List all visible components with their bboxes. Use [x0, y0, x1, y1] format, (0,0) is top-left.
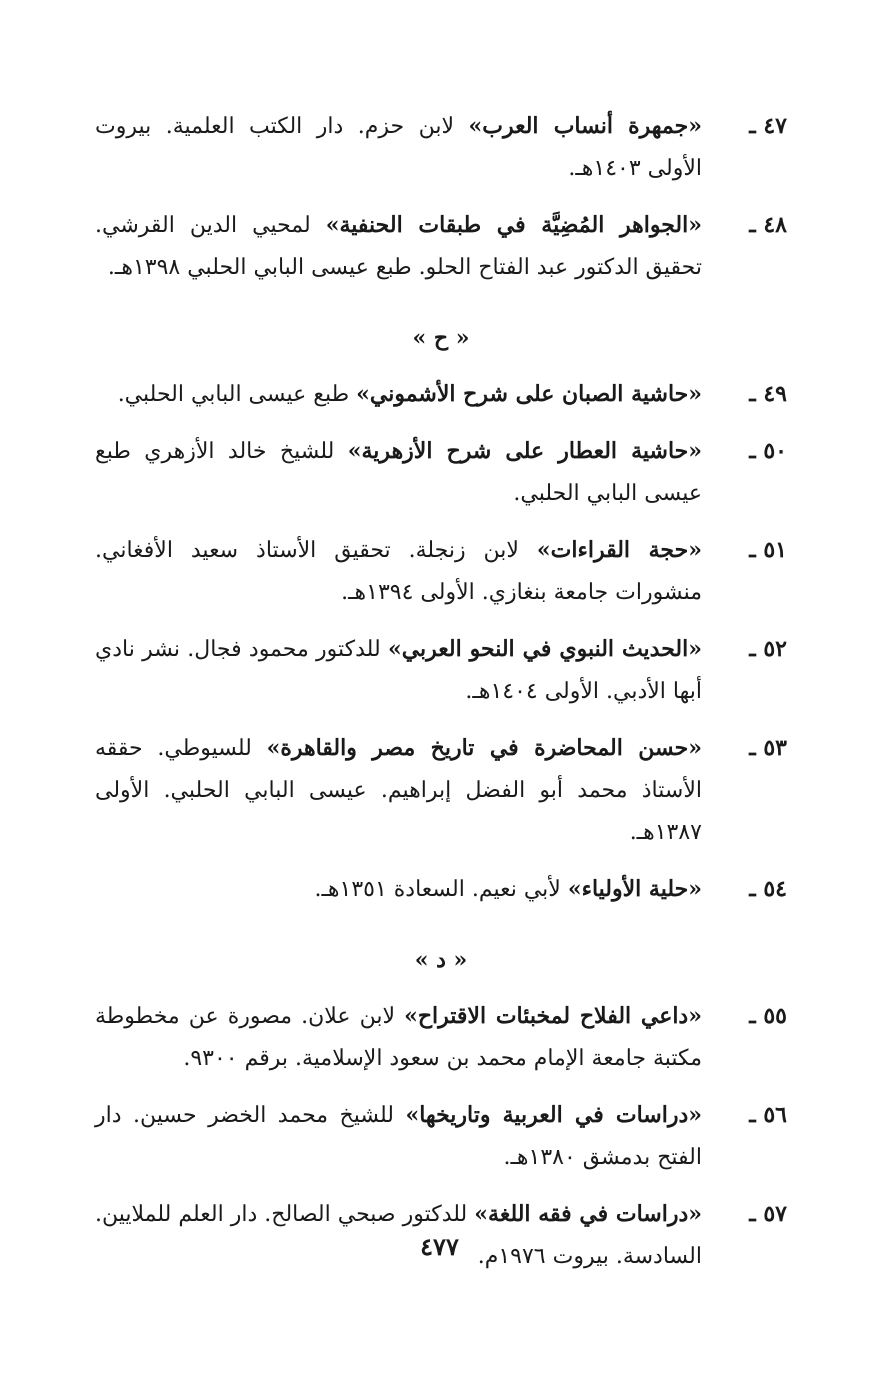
entry-title: «دراسات في العربية وتاريخها»: [405, 1102, 702, 1128]
entry-text: [95, 727, 702, 854]
entry-details: للشيخ خالد الأزهري طبع عيسى البابي الحلبي.: [95, 439, 702, 506]
bibliography-group-ha: [95, 317, 787, 911]
entry-number: ٤٧ ـ: [749, 113, 787, 139]
bibliography-entry: [95, 1094, 787, 1179]
section-header: « ح »: [412, 325, 470, 351]
entry-title: «الجواهر المُضِيَّة في طبقات الحنفية»: [325, 212, 702, 238]
entry-text: [95, 373, 702, 416]
entry-text: [95, 105, 702, 190]
entry-text: [95, 1094, 702, 1179]
bibliography-entry: [95, 430, 787, 515]
entry-title: «الحديث النبوي في النحو العربي»: [387, 636, 702, 662]
bibliography-entry: [95, 373, 787, 416]
bibliography-entry: [95, 204, 787, 289]
section-header: « د »: [414, 947, 468, 973]
entry-text: [95, 628, 702, 713]
entry-details: لأبي نعيم. السعادة ١٣٥١هـ.: [314, 877, 561, 902]
entry-title: «حاشية العطار على شرح الأزهرية»: [347, 438, 703, 464]
entry-title: «حاشية الصبان على شرح الأشموني»: [356, 381, 702, 407]
bibliography-entry: [95, 529, 787, 614]
entry-details: للدكتور محمود فجال. نشر نادي أبها الأدبي. الأولى ١٤٠٤هـ.: [95, 637, 702, 704]
entry-title: «دراسات في فقه اللغة»: [474, 1201, 702, 1227]
entry-number: ٤٩ ـ: [749, 381, 787, 407]
entry-details: للسيوطي. حققه الأستاذ محمد أبو الفضل إبراهيم. عيسى البابي الحلبي. الأولى ١٣٨٧هـ.: [95, 736, 702, 845]
bibliography-entry: [95, 868, 787, 911]
entry-text: [95, 868, 702, 911]
bibliography-entry: [95, 727, 787, 854]
entry-details: للشيخ محمد الخضر حسين. دار الفتح بدمشق ١٣٨٠هـ.: [95, 1103, 702, 1170]
entry-number: ٥٣ ـ: [749, 735, 787, 761]
entry-text: [95, 995, 702, 1080]
entry-number: ٥٤ ـ: [749, 876, 787, 902]
bibliography-entry: [95, 995, 787, 1080]
entry-details: طبع عيسى البابي الحلبي.: [117, 382, 350, 407]
entry-title: «داعي الفلاح لمخبئات الاقتراح»: [404, 1003, 702, 1029]
entry-title: «جمهرة أنساب العرب»: [468, 113, 702, 139]
entry-text: [95, 430, 702, 515]
entry-text: [95, 529, 702, 614]
entry-number: ٥٧ ـ: [749, 1201, 787, 1227]
entry-number: ٥٥ ـ: [749, 1003, 787, 1029]
entry-number: ٥١ ـ: [749, 537, 787, 563]
entry-number: ٥٢ ـ: [749, 636, 787, 662]
entry-number: ٥٠ ـ: [749, 438, 787, 464]
entry-details: لابن علان. مصورة عن مخطوطة مكتبة جامعة الإمام محمد بن سعود الإسلامية. برقم ٩٣٠٠.: [95, 1004, 702, 1071]
entry-details: للدكتور صبحي الصالح. دار العلم للملايين. السادسة. بيروت ١٩٧٦م.: [95, 1202, 702, 1269]
bibliography-group-dal: [95, 939, 787, 1278]
entry-title: «حلية الأولياء»: [567, 876, 702, 902]
page-number: ٤٧٧: [420, 1232, 459, 1261]
entry-number: ٤٨ ـ: [749, 212, 787, 238]
entry-text: [95, 204, 702, 289]
bibliography-entry: [95, 105, 787, 190]
entry-details: لابن حزم. دار الكتب العلمية. بيروت الأولى ١٤٠٣هـ.: [95, 114, 702, 181]
entry-details: لابن زنجلة. تحقيق الأستاذ سعيد الأفغاني. منشورات جامعة بنغازي. الأولى ١٣٩٤هـ.: [95, 538, 702, 605]
bibliography-entry: [95, 628, 787, 713]
entry-title: «حجة القراءات»: [536, 537, 702, 563]
entry-number: ٥٦ ـ: [749, 1102, 787, 1128]
bibliography-group-kha-continued: [95, 105, 787, 289]
entry-title: «حسن المحاضرة في تاريخ مصر والقاهرة»: [266, 735, 702, 761]
entry-details: لمحيي الدين القرشي. تحقيق الدكتور عبد الفتاح الحلو. طبع عيسى البابي الحلبي ١٣٩٨هـ.: [95, 213, 702, 280]
